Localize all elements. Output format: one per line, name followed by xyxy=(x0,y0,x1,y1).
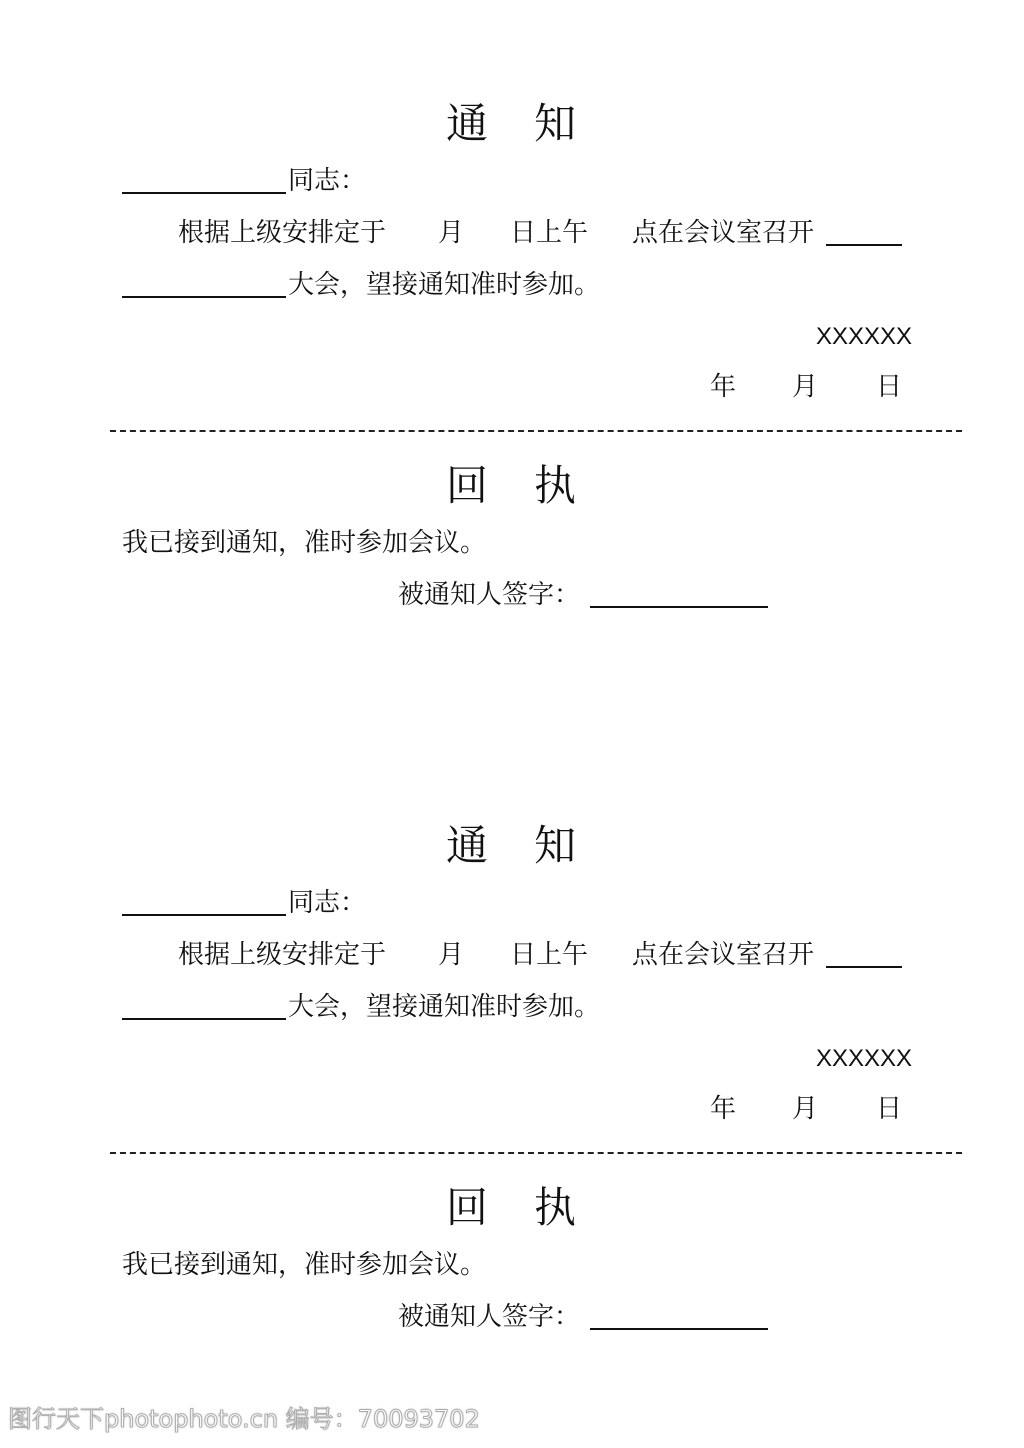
date-day: 日 xyxy=(876,1094,903,1124)
salutation-text: 同志： xyxy=(288,888,367,918)
notice-day-text: 日上午 xyxy=(510,218,589,248)
date-month: 月 xyxy=(792,372,819,402)
meeting-name-blank-line-1 xyxy=(826,966,902,968)
notice-title xyxy=(446,822,576,870)
issuer-text: XXXXXX xyxy=(816,323,913,350)
receipt-title-char-2: 执 xyxy=(534,461,577,510)
notice-title-char-1: 通 xyxy=(446,99,489,148)
receipt-statement: 我已接到通知，准时参加会议。 xyxy=(122,1250,487,1280)
issuer-text: XXXXXX xyxy=(816,1045,913,1072)
notice-title-char-2: 知 xyxy=(534,99,577,148)
date-year: 年 xyxy=(710,372,737,402)
receipt-title-char-2: 执 xyxy=(534,1183,577,1232)
receipt-title xyxy=(446,1184,576,1232)
name-blank-line xyxy=(122,192,286,194)
signature-label: 被通知人签字： xyxy=(398,1302,581,1332)
notice-hour-text: 点在会议室召开 xyxy=(632,218,815,248)
cut-line xyxy=(110,430,962,432)
receipt-title-char-1: 回 xyxy=(446,1183,489,1232)
notice-month-text: 月 xyxy=(438,940,465,970)
notice-month-text: 月 xyxy=(438,218,465,248)
receipt-statement: 我已接到通知，准时参加会议。 xyxy=(122,528,487,558)
notice-day-text: 日上午 xyxy=(510,940,589,970)
cut-line xyxy=(110,1152,962,1154)
date-year: 年 xyxy=(710,1094,737,1124)
date-month: 月 xyxy=(792,1094,819,1124)
signature-blank-line xyxy=(590,1328,768,1330)
meeting-name-blank-line-2 xyxy=(122,1018,286,1020)
notice-body-text-1: 根据上级安排定于 xyxy=(178,218,387,248)
salutation-text: 同志： xyxy=(288,166,367,196)
notice-title-char-2: 知 xyxy=(534,821,577,870)
date-day: 日 xyxy=(876,372,903,402)
notice-title-char-1: 通 xyxy=(446,821,489,870)
receipt-title-char-1: 回 xyxy=(446,461,489,510)
signature-label: 被通知人签字： xyxy=(398,580,581,610)
name-blank-line xyxy=(122,914,286,916)
notice-body-text-1: 根据上级安排定于 xyxy=(178,940,387,970)
notice-title xyxy=(446,100,576,148)
meeting-name-blank-line-2 xyxy=(122,296,286,298)
signature-blank-line xyxy=(590,606,768,608)
notice-hour-text: 点在会议室召开 xyxy=(632,940,815,970)
meeting-name-blank-line-1 xyxy=(826,244,902,246)
notice-body-text-2: 大会，望接通知准时参加。 xyxy=(288,992,601,1022)
receipt-title xyxy=(446,462,576,510)
notice-body-text-2: 大会，望接通知准时参加。 xyxy=(288,270,601,300)
watermark-text: 图行天下photophoto.cn 编号：70093702 xyxy=(8,1405,480,1433)
